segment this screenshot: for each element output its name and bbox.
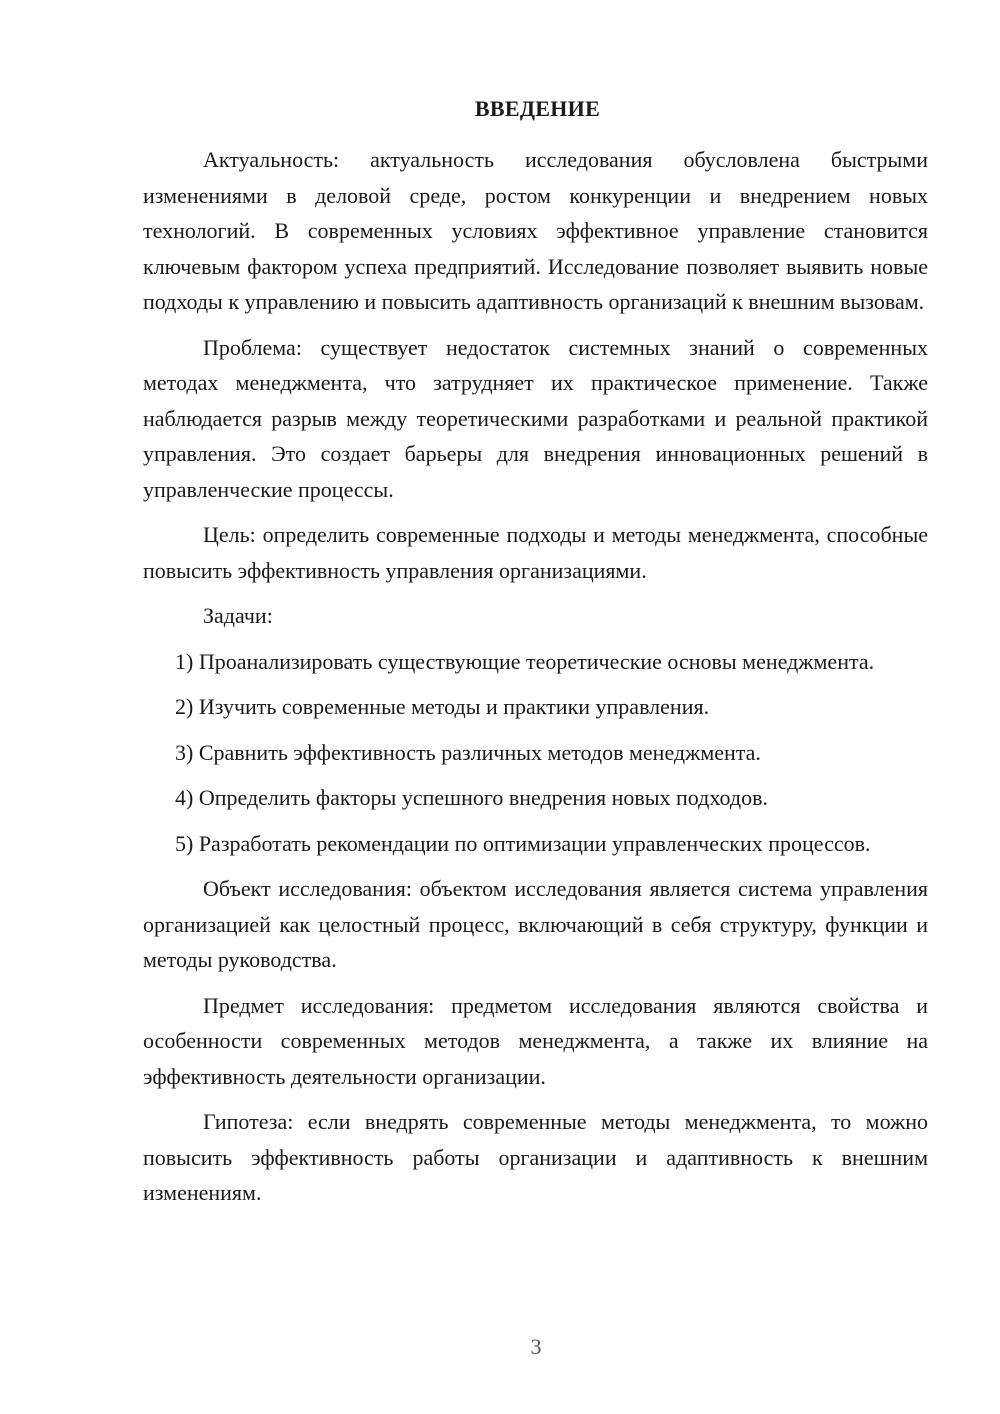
paragraph-relevance: Актуальность: актуальность исследования обусловлена быстрыми изменениями в деловой среде, ростом конкуренции и внедрением новых технологий. В современных условиях эффективное управление становится ключевым фактором успеха предприятий. Исследование позволяет выявить новые подходы к управлению и повысить адаптивность организаций к внешним вызовам. (143, 147, 928, 314)
task-item-5: 5) Разработать рекомендации по оптимизации управленческих процессов. (175, 830, 871, 856)
task-item-3: 3) Сравнить эффективность различных методов менеджмента. (175, 739, 761, 765)
paragraph-object: Объект исследования: объектом исследования является система управления организацией как целостный процесс, включающий в себя структуру, функции и методы руководства. (143, 876, 928, 972)
tasks-heading: Задачи: (203, 603, 273, 628)
paragraph-goal: Цель: определить современные подходы и методы менеджмента, способные повысить эффективность управления организациями. (143, 522, 928, 583)
paragraph-subject: Предмет исследования: предметом исследования являются свойства и особенности современных методов менеджмента, а также их влияние на эффективность деятельности организации. (143, 992, 928, 1089)
paragraph-problem: Проблема: существует недостаток системных знаний о современных методах менеджмента, что затрудняет их практическое применение. Также наблюдается разрыв между теоретическими разработками и реальной практикой управления. Это создает барьеры для внедрения инновационных решений в управленческие процессы. (143, 334, 928, 502)
page-number: 3 (530, 1334, 542, 1359)
task-item-2: 2) Изучить современные методы и практики управления. (175, 694, 710, 719)
document-body (143, 142, 928, 1221)
paragraph-hypothesis: Гипотеза: если внедрять современные методы менеджмента, то можно повысить эффективность работы организации и адаптивность к внешним изменениям. (143, 1109, 928, 1205)
task-item-4: 4) Определить факторы успешного внедрения новых подходов. (175, 785, 768, 810)
page-title: ВВЕДЕНИЕ (474, 96, 601, 121)
tasks-list (143, 644, 928, 862)
task-item-1: 1) Проанализировать существующие теоретические основы менеджмента. (175, 648, 875, 674)
